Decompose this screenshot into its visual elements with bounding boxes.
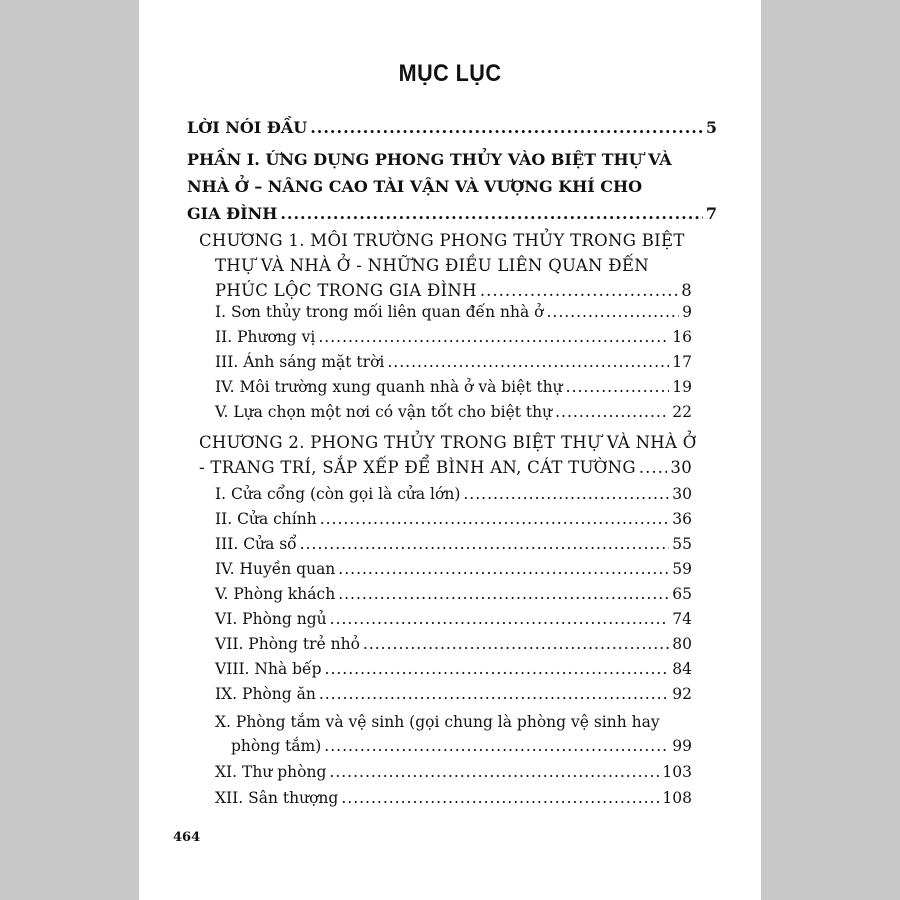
toc-page-number: 65 [672, 585, 692, 603]
toc-entry-title: GIA ĐÌNH [187, 204, 278, 223]
dot-leader [325, 657, 670, 681]
toc-entry-chapter-1[interactable] [199, 228, 692, 303]
toc-entry-title-line: CHƯƠNG 1. MÔI TRƯỜNG PHONG THỦY TRONG BIỆT [199, 231, 685, 250]
toc-entry-title: IX. Phòng ăn [215, 685, 316, 703]
toc-entry-title: V. Lựa chọn một nơi có vận tốt cho biệt thự [215, 403, 553, 421]
toc-entry-title: IV. Huyền quan [215, 560, 336, 578]
toc-entry-title: I. Sơn thủy trong mối liên quan đến nhà ở [215, 303, 544, 321]
toc-page-number: 30 [670, 458, 692, 477]
toc-page-number: 103 [662, 763, 692, 781]
toc-entry-title: phòng tắm) [231, 737, 322, 755]
toc-page-number: 74 [672, 610, 692, 628]
dot-leader [463, 482, 669, 506]
toc-page-number: 30 [672, 485, 692, 503]
toc-entry-section[interactable] [215, 482, 692, 506]
toc-entry-title: VI. Phòng ngủ [215, 610, 327, 628]
table-of-contents [139, 0, 761, 900]
toc-entry-section[interactable] [215, 375, 692, 399]
toc-page-number: 9 [682, 303, 692, 321]
toc-entry-title: XI. Thư phòng [215, 763, 327, 781]
toc-entry-title: VIII. Nhà bếp [215, 660, 322, 678]
dot-leader [330, 607, 670, 631]
toc-entry-title: VII. Phòng trẻ nhỏ [215, 635, 360, 653]
page-number: 464 [173, 830, 201, 845]
scan-margin-left [0, 0, 139, 900]
toc-entry-section[interactable] [215, 632, 692, 656]
toc-page-number: 16 [672, 328, 692, 346]
dot-leader [310, 114, 703, 141]
dot-leader [363, 632, 669, 656]
toc-entry-section[interactable] [215, 532, 692, 556]
toc-page-number: 80 [672, 635, 692, 653]
page-title: MỤC LỤC [398, 60, 502, 87]
dot-leader [387, 350, 669, 374]
toc-entry-title-line: NHÀ Ở – NÂNG CAO TÀI VẬN VÀ VƯỢNG KHÍ CHO [187, 177, 643, 196]
dot-leader [338, 582, 669, 606]
toc-entry-title: III. Cửa sổ [215, 535, 297, 553]
dot-leader [320, 507, 670, 531]
toc-entry-section[interactable] [215, 557, 692, 581]
toc-page-number: 7 [705, 204, 717, 223]
toc-entry-part-1[interactable] [187, 146, 717, 227]
toc-entry-title: II. Cửa chính [215, 510, 317, 528]
toc-entry-title: - TRANG TRÍ, SẮP XẾP ĐỂ BÌNH AN, CÁT TƯỜNG [199, 458, 636, 477]
dot-leader [324, 734, 669, 758]
toc-entry-section[interactable] [215, 710, 692, 758]
toc-page-number: 108 [662, 789, 692, 807]
dot-leader [546, 300, 679, 324]
dot-leader [319, 682, 669, 706]
toc-page-number: 59 [672, 560, 692, 578]
toc-page-number: 92 [672, 685, 692, 703]
dot-leader [341, 786, 659, 810]
toc-entry-title-line: CHƯƠNG 2. PHONG THỦY TRONG BIỆT THỰ VÀ NHÀ Ở [199, 433, 697, 452]
toc-entry-section[interactable] [215, 325, 692, 349]
toc-page-number: 36 [672, 510, 692, 528]
toc-entry-title: IV. Môi trường xung quanh nhà ở và biệt thự [215, 378, 563, 396]
toc-page-number: 84 [672, 660, 692, 678]
dot-leader [566, 375, 670, 399]
toc-entry-preface[interactable] [187, 114, 717, 141]
toc-entry-title: V. Phòng khách [215, 585, 336, 603]
toc-entry-section[interactable] [215, 300, 692, 324]
toc-entry-section[interactable] [215, 350, 692, 374]
dot-leader [338, 557, 669, 581]
toc-entry-section[interactable] [215, 682, 692, 706]
toc-entry-section[interactable] [215, 582, 692, 606]
toc-entry-section[interactable] [215, 657, 692, 681]
toc-entry-title: XII. Sân thượng [215, 789, 339, 807]
toc-entry-title-line: X. Phòng tắm và vệ sinh (gọi chung là phòng vệ sinh hay [215, 713, 660, 731]
dot-leader [280, 200, 703, 227]
toc-page-number: 22 [672, 403, 692, 421]
toc-entry-title: I. Cửa cổng (còn gọi là cửa lớn) [215, 485, 461, 503]
toc-entry-title: III. Ánh sáng mặt trời [215, 353, 385, 371]
toc-entry-title: II. Phương vị [215, 328, 316, 346]
dot-leader [555, 400, 669, 424]
toc-entry-title: PHÚC LỘC TRONG GIA ĐÌNH [215, 281, 477, 300]
toc-entry-section[interactable] [215, 607, 692, 631]
dot-leader [329, 760, 659, 784]
toc-entry-chapter-2[interactable] [199, 430, 697, 480]
scan-margin-right [761, 0, 900, 900]
book-page [139, 0, 761, 900]
toc-entry-section[interactable] [215, 400, 692, 424]
toc-page-number: 8 [681, 281, 692, 300]
toc-entry-title-line: PHẦN I. ỨNG DỤNG PHONG THỦY VÀO BIỆT THỰ VÀ [187, 150, 672, 169]
toc-page-number: 19 [672, 378, 692, 396]
dot-leader [300, 532, 670, 556]
toc-entry-section[interactable] [215, 760, 692, 784]
toc-entry-title-line: THỰ VÀ NHÀ Ở - NHỮNG ĐIỀU LIÊN QUAN ĐẾN [215, 256, 649, 275]
dot-leader [639, 455, 668, 480]
toc-entry-title: LỜI NÓI ĐẦU [187, 118, 308, 137]
toc-entry-section[interactable] [215, 507, 692, 531]
dot-leader [318, 325, 669, 349]
toc-page-number: 55 [672, 535, 692, 553]
toc-page-number: 99 [672, 737, 692, 755]
toc-page-number: 5 [705, 118, 717, 137]
toc-entry-section[interactable] [215, 786, 692, 810]
toc-page-number: 17 [672, 353, 692, 371]
